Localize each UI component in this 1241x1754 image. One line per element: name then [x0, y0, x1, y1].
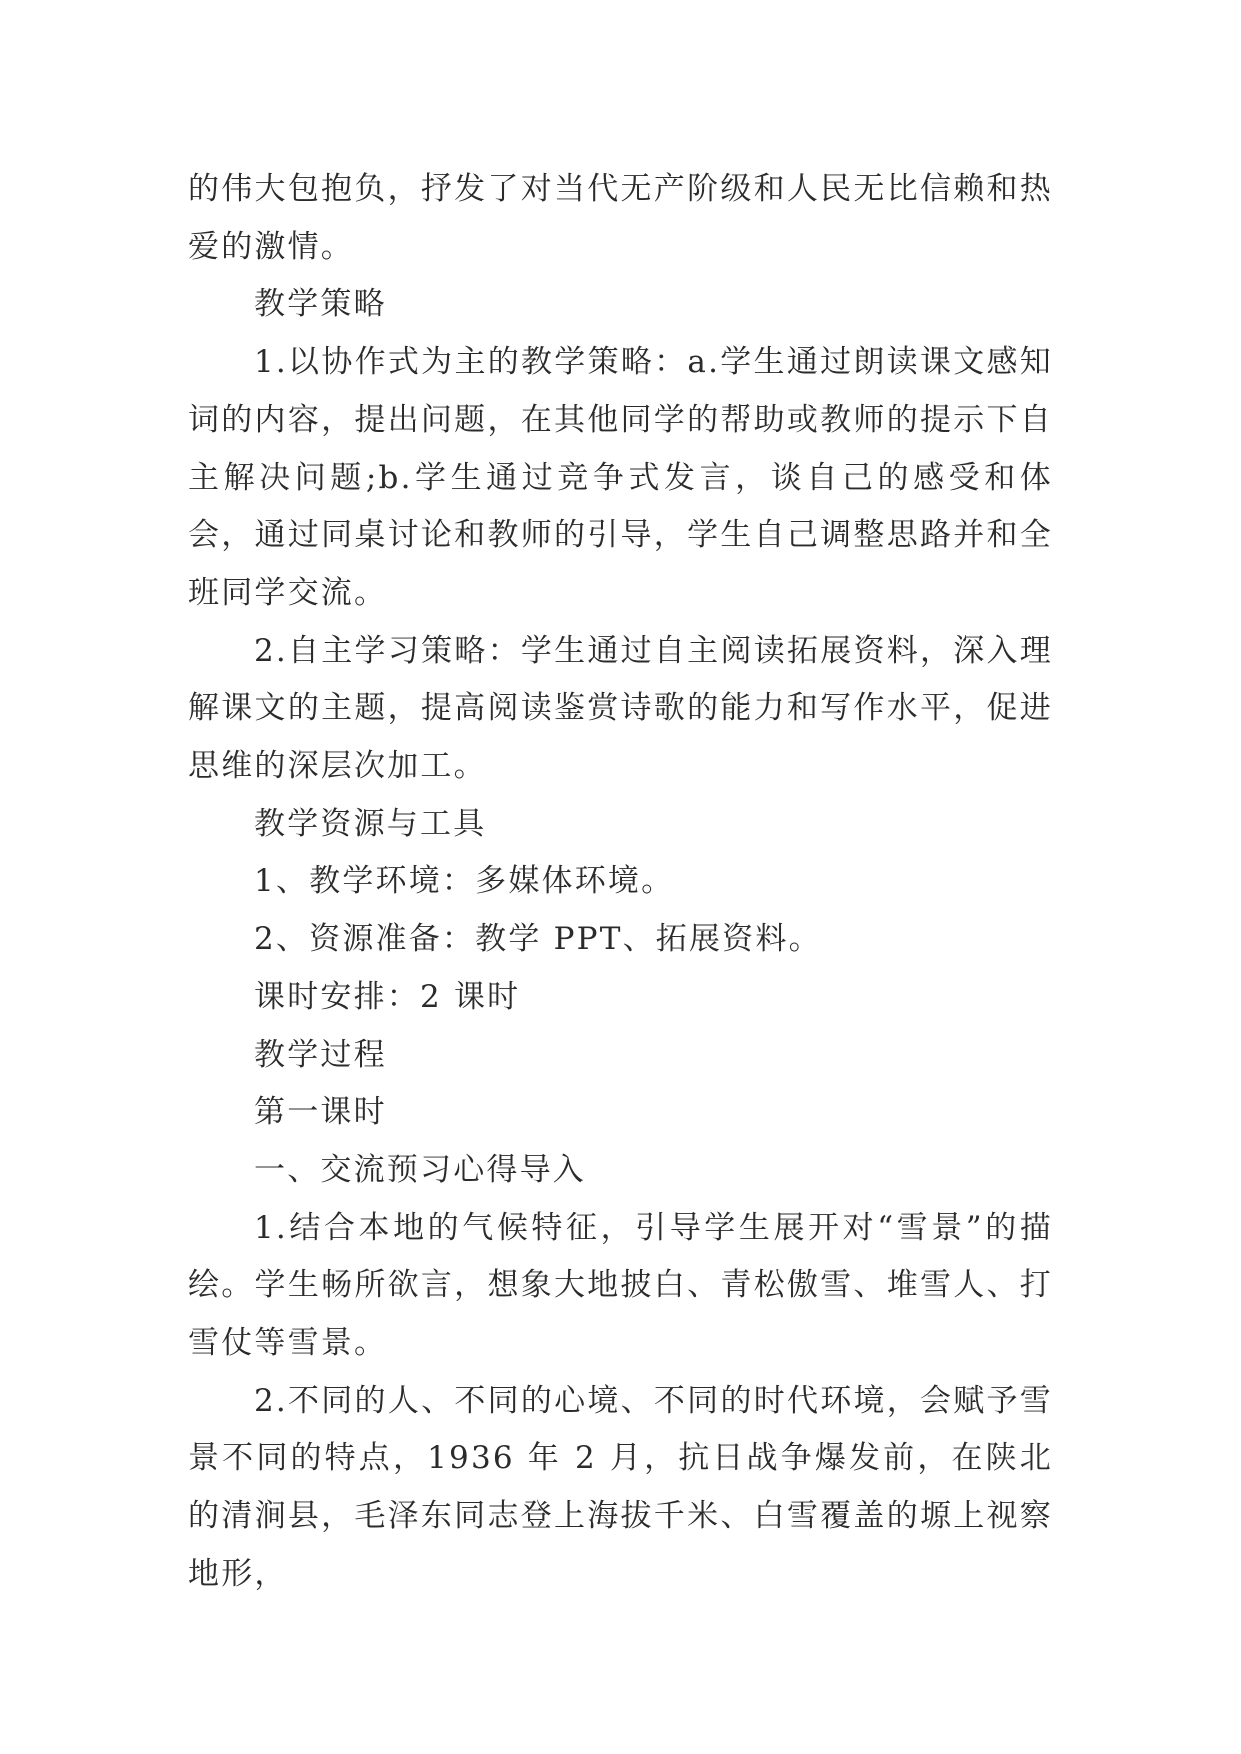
paragraph-environment: 1、教学环境：多媒体环境。 [254, 863, 675, 900]
paragraph-step-1: 1.结合本地的气候特征，引导学生展开对“雪景”的描绘。学生畅所欲言，想象大地披白、青松傲雪、堆雪人、打雪仗等雪景。 [188, 1209, 1053, 1362]
heading-resources-tools: 教学资源与工具 [254, 805, 487, 842]
document-body [188, 161, 1053, 1604]
heading-teaching-process: 教学过程 [254, 1036, 387, 1073]
heading-first-lesson: 第一课时 [254, 1094, 387, 1131]
paragraph-strategy-2: 2.自主学习策略：学生通过自主阅读拓展资料，深入理解课文的主题，提高阅读鉴赏诗歌的能力和写作水平，促进思维的深层次加工。 [188, 632, 1053, 785]
paragraph-step-2: 2.不同的人、不同的心境、不同的时代环境，会赋予雪景不同的特点，1936 年 2 月，抗日战争爆发前，在陕北的清涧县，毛泽东同志登上海拔千米、白雪覆盖的塬上视察地形， [188, 1382, 1053, 1592]
heading-teaching-strategy: 教学策略 [254, 286, 387, 323]
paragraph-resource-prep: 2、资源准备：教学 PPT、拓展资料。 [254, 921, 822, 958]
paragraph-schedule: 课时安排：2 课时 [254, 978, 521, 1015]
heading-section-one: 一、交流预习心得导入 [254, 1151, 586, 1188]
paragraph-continuation: 的伟大包抱负，抒发了对当代无产阶级和人民无比信赖和热爱的激情。 [188, 171, 1053, 265]
paragraph-strategy-1: 1.以协作式为主的教学策略：a.学生通过朗读课文感知词的内容，提出问题，在其他同学的帮助或教师的提示下自主解决问题;b.学生通过竞争式发言，谈自己的感受和体会，通过同桌讨论和教师的引导，学生自己调整思路并和全班同学交流。 [188, 344, 1053, 611]
